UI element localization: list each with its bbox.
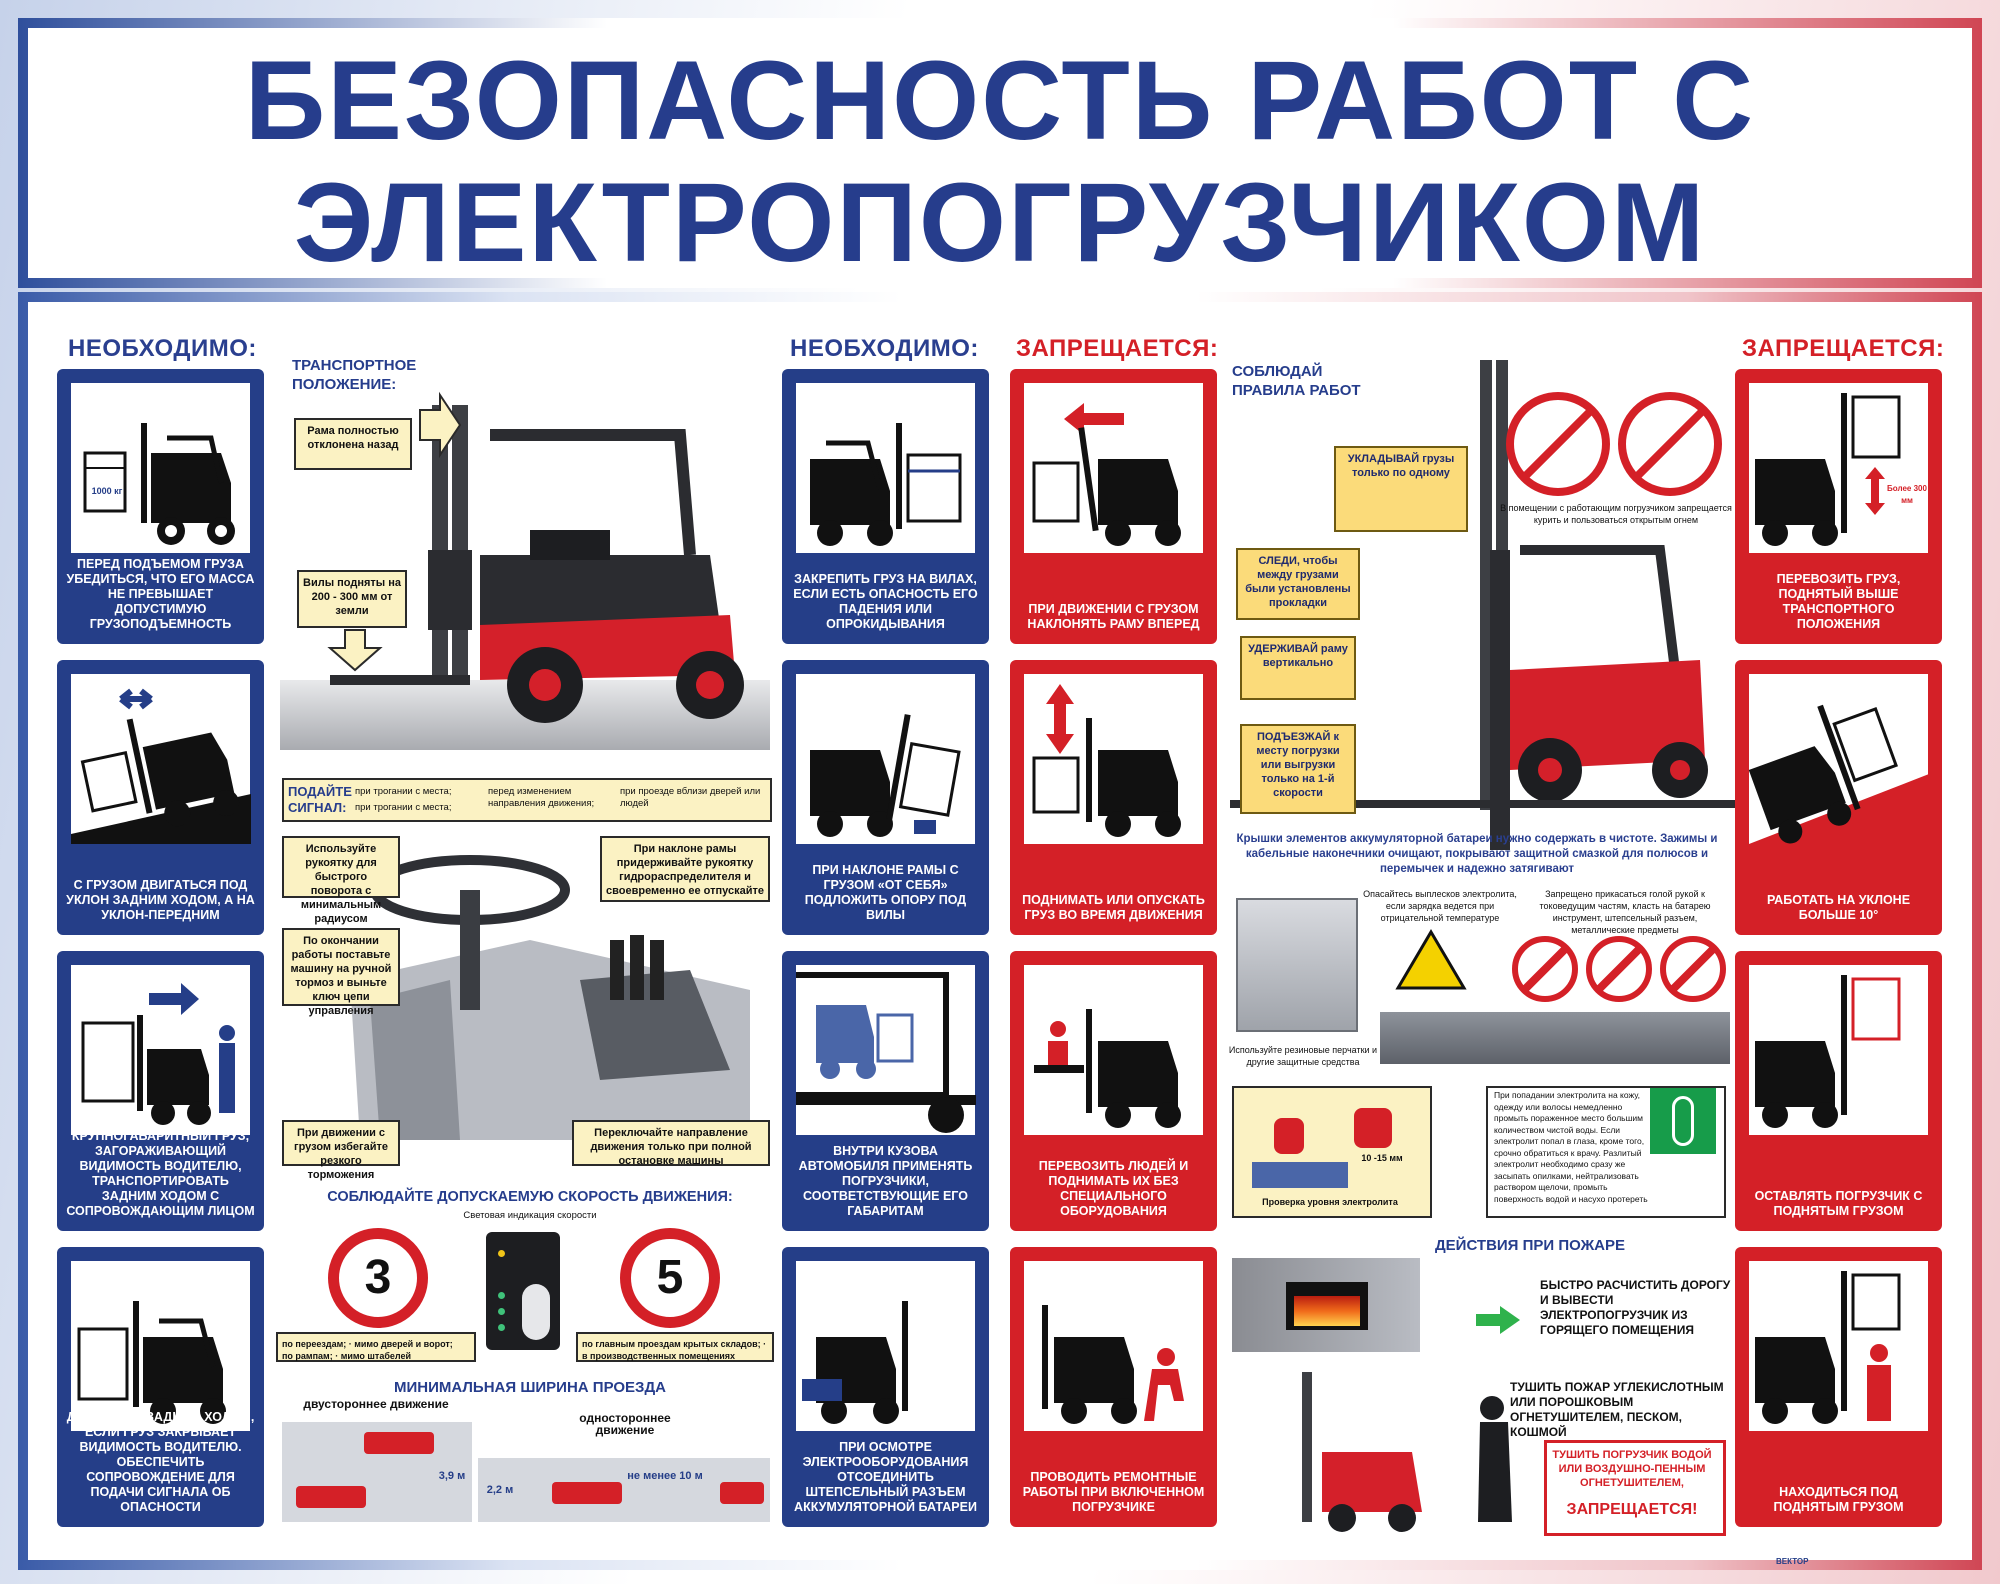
secured-load-forklift-icon <box>796 383 976 553</box>
tilt-forward-icon <box>1024 383 1204 553</box>
raised-load-icon <box>1749 383 1929 553</box>
no-bare-hands-icon <box>1512 936 1578 1002</box>
card-caption: С ГРУЗОМ ДВИГАТЬСЯ ПОД УКЛОН ЗАДНИМ ХОДОМ, А НА УКЛОН-ПЕРЕДНИМ <box>66 878 255 922</box>
signal-label: ПОДАЙТЕ СИГНАЛ: <box>288 784 352 815</box>
heading-necessary-1: НЕОБХОДИМО: <box>68 335 257 362</box>
height-label: Более 300 мм <box>1887 484 1927 505</box>
no-open-fire-icon <box>1618 392 1722 496</box>
repair-running-icon <box>1024 1261 1204 1431</box>
steep-slope-icon <box>1749 674 1929 844</box>
no-tools-icon <box>1586 936 1652 1002</box>
forbidden-card-8 <box>1735 1247 1942 1527</box>
two-way-width: 3,9 м <box>438 1470 466 1482</box>
card-caption: ПОДНИМАТЬ ИЛИ ОПУСКАТЬ ГРУЗ ВО ВРЕМЯ ДВИЖЕНИЯ <box>1022 893 1205 922</box>
extinguishing-illustration <box>1262 1372 1542 1532</box>
fast-zone-item: в производственных помещениях <box>582 1351 736 1361</box>
fire-step-1: БЫСТРО РАСЧИСТИТЬ ДОРОГУ И ВЫВЕСТИ ЭЛЕКТРОПОГРУЗЧИК ИЗ ГОРЯЩЕГО ПОМЕЩЕНИЯ <box>1540 1278 1731 1337</box>
load-weight-label: 1000 кг <box>91 486 123 496</box>
card-caption: ЗАКРЕПИТЬ ГРУЗ НА ВИЛАХ, ЕСЛИ ЕСТЬ ОПАСНОСТЬ ЕГО ПАДЕНИЯ ИЛИ ОПРОКИДЫВАНИЯ <box>793 572 978 631</box>
one-way-label: одностороннее движение <box>579 1411 671 1437</box>
transport-position-label: ТРАНСПОРТНОЕ ПОЛОЖЕНИЕ: <box>292 357 417 393</box>
no-metal-objects-icon <box>1660 936 1726 1002</box>
heading-forbidden-2: ЗАПРЕЩАЕТСЯ: <box>1742 335 1945 362</box>
speed-sign-3: 3 <box>328 1228 428 1328</box>
forbidden-card-4 <box>1010 1247 1217 1527</box>
indicator-light <box>498 1324 505 1331</box>
card-caption: ОСТАВЛЯТЬ ПОГРУЗЧИК С ПОДНЯТЫМ ГРУЗОМ <box>1754 1189 1923 1218</box>
battery-disconnect-icon <box>796 1261 976 1431</box>
charger <box>1236 898 1358 1032</box>
necessary-card-2 <box>57 660 264 935</box>
necessary-card-3 <box>57 951 264 1231</box>
slow-zone-item: мимо штабелей <box>340 1351 412 1361</box>
forbidden-card-7 <box>1735 951 1942 1231</box>
card-caption: ПЕРЕВОЗИТЬ ГРУЗ, ПОДНЯТЫЙ ВЫШЕ ТРАНСПОРТНОГО ПОЛОЖЕНИЯ <box>1776 572 1901 631</box>
card-caption: ПРИ ДВИЖЕНИИ С ГРУЗОМ НАКЛОНЯТЬ РАМУ ВПЕРЕД <box>1027 602 1200 631</box>
fast-zone-item: по главным проездам крытых складов; <box>582 1339 761 1349</box>
two-way-label: двустороннее движение <box>303 1397 449 1411</box>
card-picture <box>1024 965 1203 1135</box>
card-caption: ПРИ НАКЛОНЕ РАМЫ С ГРУЗОМ «ОТ СЕБЯ» ПОДЛОЖИТЬ ОПОРУ ПОД ВИЛЫ <box>804 863 967 922</box>
large-load-forklift-icon <box>71 965 251 1135</box>
left-raised-load-icon <box>1749 965 1929 1135</box>
card-picture <box>796 1261 975 1431</box>
no-smoking-icon <box>1506 392 1610 496</box>
heading-forbidden-1: ЗАПРЕЩАЕТСЯ: <box>1016 335 1219 362</box>
card-picture <box>796 674 975 844</box>
necessary-card-8 <box>782 1247 989 1527</box>
burning-building <box>1232 1258 1420 1352</box>
reverse-forklift-icon <box>71 1261 251 1431</box>
lift-while-moving-icon <box>1024 674 1204 844</box>
card-picture <box>71 1261 250 1431</box>
no-fire-text: В помещении с работающим погрузчиком запрещается курить и пользоваться открытым огнем <box>1500 503 1732 525</box>
card-picture <box>1749 674 1928 844</box>
stack-rule: УКЛАДЫВАЙ грузы только по одному <box>1334 446 1468 532</box>
frame-note: Рама полностью отклонена назад <box>294 418 412 470</box>
forklift-topview <box>552 1482 622 1504</box>
fire-title: ДЕЙСТВИЯ ПРИ ПОЖАРЕ <box>1434 1237 1626 1254</box>
forbidden-card-1 <box>1010 369 1217 644</box>
card-picture <box>1024 383 1203 553</box>
poster-title: БЕЗОПАСНОСТЬ РАБОТ С ЭЛЕКТРОПОГРУЗЧИКОМ <box>244 38 1756 285</box>
forbidden-card-3 <box>1010 951 1217 1231</box>
necessary-card-6 <box>782 660 989 935</box>
brake-note: При движении с грузом избегайте резкого торможения <box>282 1120 400 1166</box>
signal-item: при проезде вблизи дверей или людей <box>620 786 761 809</box>
forbidden-card-5 <box>1735 369 1942 644</box>
slow-zone-item: мимо дверей и ворот; <box>354 1339 453 1349</box>
heading-necessary-2: НЕОБХОДИМО: <box>790 335 979 362</box>
tilt-note: При наклоне рамы придерживайте рукоятку гидрораспределителя и своевременно ее отпускайте <box>600 836 770 902</box>
people-on-forks-icon <box>1024 965 1204 1135</box>
card-caption: ПРОВОДИТЬ РЕМОНТНЫЕ РАБОТЫ ПРИ ВКЛЮЧЕННОМ ПОГРУЗЧИКЕ <box>1022 1470 1205 1514</box>
arrow-icon <box>420 395 460 455</box>
forklift-topview <box>364 1432 434 1454</box>
forklift-topview <box>296 1486 366 1508</box>
battery-clean-text: Крышки элементов аккумуляторной батареи нужно содержать в чистоте. Зажимы и кабельные наконечники очищают, покрывают защитной смазкой для полюсов и перемычек и надежно затягивают <box>1236 833 1718 875</box>
indicator-light <box>498 1292 505 1299</box>
indicator-light <box>498 1250 505 1257</box>
corrosive-warning-icon <box>1396 930 1466 990</box>
watch-rule: СЛЕДИ, чтобы между грузами были установлены прокладки <box>1236 548 1360 620</box>
publisher-logo: ВЕКТОР <box>1776 1557 1809 1566</box>
forks-note: Вилы подняты на 200 - 300 мм от земли <box>297 570 407 628</box>
necessary-card-5 <box>782 369 989 644</box>
speed-title: СОБЛЮДАЙТЕ ДОПУСКАЕМУЮ СКОРОСТЬ ДВИЖЕНИЯ: <box>327 1189 733 1205</box>
rules-title: СОБЛЮДАЙ ПРАВИЛА РАБОТ <box>1232 363 1361 399</box>
forbidden-card-2 <box>1010 660 1217 935</box>
first-aid-icon <box>1650 1088 1716 1154</box>
support-forks-icon <box>796 674 976 844</box>
under-load-icon <box>1749 1261 1929 1431</box>
first-aid-text: При попадании электролита на кожу, одежду или волосы немедленно промыть пораженное место большим количеством чистой воды. Если электролит попал в глаза, кроме того, срочно обратиться к врачу. Разлитый электролит необходимо сразу же засыпать опилками, нейтрализовать раствором щелочи, промыть поверхность водой и насухо протереть <box>1494 1090 1648 1204</box>
fast-zones: по главным проездам крытых складов; · в производственных помещениях <box>576 1332 774 1362</box>
width-title: МИНИМАЛЬНАЯ ШИРИНА ПРОЕЗДА <box>394 1379 666 1396</box>
slow-zones: по переездам; · мимо дверей и ворот; по рампам; · мимо штабелей <box>276 1332 476 1362</box>
green-arrow-icon <box>1476 1306 1520 1334</box>
glove-icon <box>1354 1108 1392 1148</box>
glove-icon <box>1274 1118 1304 1154</box>
card-caption: ПЕРЕД ПОДЪЕМОМ ГРУЗА УБЕДИТЬСЯ, ЧТО ЕГО МАССА НЕ ПРЕВЫШАЕТ ДОПУСТИМУЮ ГРУЗОПОДЪЕМНОСТЬ <box>66 557 255 631</box>
card-caption: КРУПНОГАБАРИТНЫЙ ГРУЗ, ЗАГОРАЖИВАЮЩИЙ ВИДИМОСТЬ ВОДИТЕЛЮ, ТРАНСПОРТИРОВАТЬ ЗАДНИМ ХОДОМ С СОПРОВОЖДАЮЩИМ ЛИЦОМ <box>66 1129 255 1218</box>
speed-indicator-panel <box>486 1232 560 1350</box>
approach-rule: ПОДЪЕЗЖАЙ к месту погрузки или выгрузки только на 1-й скорости <box>1240 724 1356 814</box>
signal-item: перед изменением направления движения; <box>488 786 595 809</box>
necessary-card-7 <box>782 951 989 1231</box>
down-arrow-icon <box>330 630 380 670</box>
card-caption: ПРИ ОСМОТРЕ ЭЛЕКТРООБОРУДОВАНИЯ ОТСОЕДИНИТЬ ШТЕПСЕЛЬНЫЙ РАЗЪЕМ АККУМУЛЯТОРНОЙ БАТАРЕИ <box>794 1440 977 1514</box>
card-caption: ДВИГАТЬСЯ ЗАДНИМ ХОДОМ, ЕСЛИ ГРУЗ ЗАКРЫВАЕТ ВИДИМОСТЬ ВОДИТЕЛЮ. ОБЕСПЕЧИТЬ СОПРОВОЖДЕНИЕ ДЛЯ ПОДАЧИ СИГНАЛА ОБ ОПАСНОСТИ <box>66 1410 255 1514</box>
cell-icon <box>1252 1162 1348 1188</box>
level-caption: Проверка уровня электролита <box>1262 1197 1398 1207</box>
card-caption: НАХОДИТЬСЯ ПОД ПОДНЯТЫМ ГРУЗОМ <box>1773 1485 1904 1514</box>
card-picture <box>1749 383 1928 553</box>
card-picture <box>796 383 975 553</box>
fire-step-2: ТУШИТЬ ПОЖАР УГЛЕКИСЛОТНЫМ ИЛИ ПОРОШКОВЫМ ОГНЕТУШИТЕЛЕМ, ПЕСКОМ, КОШМОЙ <box>1510 1380 1724 1439</box>
speed-indicator-label: Световая индикация скорости <box>463 1210 597 1221</box>
forklift-icon <box>71 383 251 553</box>
end-note: По окончании работы поставьте машину на ручной тормоз и выньте ключ цепи управления <box>282 928 400 1006</box>
slow-zone-item: по рампам; <box>282 1351 333 1361</box>
speed-control-button <box>522 1284 550 1340</box>
fire-icon <box>1294 1296 1360 1326</box>
slope-forklift-icon <box>71 674 251 844</box>
battery-cells <box>1380 1012 1730 1064</box>
card-caption: ВНУТРИ КУЗОВА АВТОМОБИЛЯ ПРИМЕНЯТЬ ПОГРУЗЧИКИ, СООТВЕТСТВУЮЩИЕ ЕГО ГАБАРИТАМ <box>798 1144 973 1218</box>
switch-note: Переключайте направление движения только при полной остановке машины <box>572 1120 770 1166</box>
one-way-width: 2,2 м <box>486 1484 514 1496</box>
gloves-text: Используйте резиновые перчатки и другие защитные средства <box>1228 1045 1378 1067</box>
no-touch-text: Запрещено прикасаться голой рукой к токоведущим частям, класть на батарею инструмент, штепсельный разъем, металлические предметы <box>1539 889 1711 935</box>
card-caption: ПЕРЕВОЗИТЬ ЛЮДЕЙ И ПОДНИМАТЬ ИХ БЕЗ СПЕЦИАЛЬНОГО ОБОРУДОВАНИЯ <box>1038 1159 1189 1218</box>
signal-item: при трогании с места; <box>355 802 452 813</box>
necessary-card-4 <box>57 1247 264 1527</box>
speed-sign-5: 5 <box>620 1228 720 1328</box>
card-picture <box>71 383 250 553</box>
card-picture <box>71 965 250 1135</box>
signal-item: при трогании с места; <box>355 786 452 797</box>
necessary-card-1 <box>57 369 264 644</box>
card-picture <box>1749 1261 1928 1431</box>
forbidden-card-6 <box>1735 660 1942 935</box>
electrolyte-warning: Опасайтесь выплесков электролита, если зарядка ведется при отрицательной температуре <box>1363 889 1517 923</box>
indicator-light <box>498 1308 505 1315</box>
card-picture <box>71 674 250 844</box>
fire-ban-word: ЗАПРЕЩАЕТСЯ! <box>1566 1501 1698 1518</box>
truck-loading-icon <box>796 965 976 1135</box>
card-picture <box>1024 1261 1203 1431</box>
hold-rule: УДЕРЖИВАЙ раму вертикально <box>1240 636 1356 700</box>
slow-zone-item: по переездам; <box>282 1339 347 1349</box>
knob-note: Используйте рукоятку для быстрого поворота с минимальным радиусом <box>282 836 400 898</box>
card-picture <box>1024 674 1203 844</box>
card-picture <box>1749 965 1928 1135</box>
card-picture <box>796 965 975 1135</box>
fire-ban-text: ТУШИТЬ ПОГРУЗЧИК ВОДОЙ ИЛИ ВОЗДУШНО-ПЕННЫМ ОГНЕТУШИТЕЛЕМ, <box>1552 1449 1712 1489</box>
gap-distance: не менее 10 м <box>627 1470 703 1482</box>
card-caption: РАБОТАТЬ НА УКЛОНЕ БОЛЬШЕ 10° <box>1766 893 1911 922</box>
forklift-topview <box>720 1482 764 1504</box>
level-value: 10 -15 мм <box>1361 1153 1403 1163</box>
